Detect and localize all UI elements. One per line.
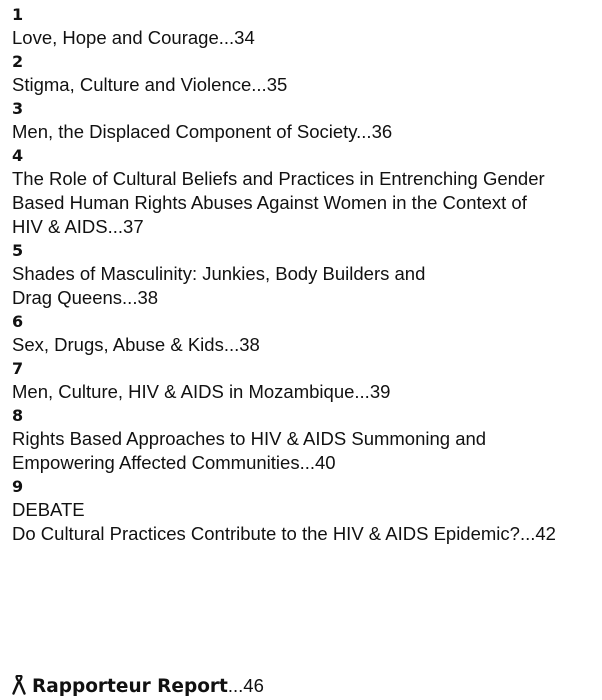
entry-number: 4 bbox=[12, 146, 24, 165]
entry-title-text: Men, Culture, HIV & AIDS in Mozambique bbox=[12, 381, 355, 402]
entry-title-line: Rights Based Approaches to HIV & AIDS Summoning and bbox=[12, 428, 487, 449]
entry-page: ...40 bbox=[299, 452, 336, 473]
toc-entry-1[interactable] bbox=[12, 4, 597, 50]
entry-number: 2 bbox=[12, 52, 24, 71]
report-page: ...46 bbox=[227, 675, 264, 696]
entry-page: ...38 bbox=[223, 334, 260, 355]
entry-page: ...36 bbox=[356, 121, 393, 142]
toc-entry-7[interactable] bbox=[12, 358, 597, 404]
entry-title-text: Men, the Displaced Component of Society bbox=[12, 121, 357, 142]
toc-entry-5[interactable] bbox=[12, 240, 597, 310]
entry-title bbox=[12, 26, 597, 50]
entry-title bbox=[12, 167, 597, 239]
entry-title bbox=[12, 73, 597, 97]
entry-title bbox=[12, 427, 597, 475]
entry-page: ...39 bbox=[354, 381, 391, 402]
entry-title bbox=[12, 120, 597, 144]
entry-title-line-last bbox=[12, 286, 597, 310]
entry-page: ...34 bbox=[218, 27, 255, 48]
entry-title bbox=[12, 498, 597, 546]
entry-number: 6 bbox=[12, 312, 24, 331]
entry-page: ...38 bbox=[122, 287, 159, 308]
entry-title-line: DEBATE bbox=[12, 499, 85, 520]
entry-page: ...37 bbox=[107, 216, 144, 237]
toc-entry-2[interactable] bbox=[12, 51, 597, 97]
entry-title bbox=[12, 333, 597, 357]
entry-title-line: The Role of Cultural Beliefs and Practices in Entrenching Gender bbox=[12, 168, 545, 189]
entry-number: 3 bbox=[12, 99, 24, 118]
entry-number: 7 bbox=[12, 359, 24, 378]
rapporteur-report-entry[interactable] bbox=[12, 674, 264, 699]
entry-title-text: Sex, Drugs, Abuse & Kids bbox=[12, 334, 224, 355]
entry-number: 9 bbox=[12, 477, 24, 496]
entry-title-line: Do Cultural Practices Contribute to the HIV & AIDS Epidemic? bbox=[12, 523, 520, 544]
awareness-ribbon-icon bbox=[12, 675, 26, 695]
entry-title bbox=[12, 262, 597, 310]
toc-entry-6[interactable] bbox=[12, 311, 597, 357]
entry-title-line: Based Human Rights Abuses Against Women in the Context of bbox=[12, 192, 527, 213]
report-label: Rapporteur Report bbox=[32, 676, 228, 697]
toc-entry-4[interactable] bbox=[12, 145, 597, 239]
entry-title-line-last bbox=[12, 522, 597, 546]
entry-title-line: Empowering Affected Communities bbox=[12, 452, 300, 473]
entry-title-line: Shades of Masculinity: Junkies, Body Builders and bbox=[12, 263, 426, 284]
entry-title-text: Stigma, Culture and Violence bbox=[12, 74, 252, 95]
entry-title-text: Love, Hope and Courage bbox=[12, 27, 219, 48]
table-of-contents bbox=[12, 4, 597, 547]
entry-title bbox=[12, 380, 597, 404]
entry-title-line-last bbox=[12, 215, 597, 239]
entry-page: ...35 bbox=[251, 74, 288, 95]
toc-entry-8[interactable] bbox=[12, 405, 597, 475]
toc-entry-3[interactable] bbox=[12, 98, 597, 144]
entry-title-line: Drag Queens bbox=[12, 287, 123, 308]
entry-number: 5 bbox=[12, 241, 24, 260]
entry-title-line-last bbox=[12, 451, 597, 475]
entry-title-line: HIV & AIDS bbox=[12, 216, 108, 237]
entry-number: 1 bbox=[12, 5, 24, 24]
entry-number: 8 bbox=[12, 406, 24, 425]
entry-page: ...42 bbox=[519, 523, 556, 544]
toc-entry-9[interactable] bbox=[12, 476, 597, 546]
